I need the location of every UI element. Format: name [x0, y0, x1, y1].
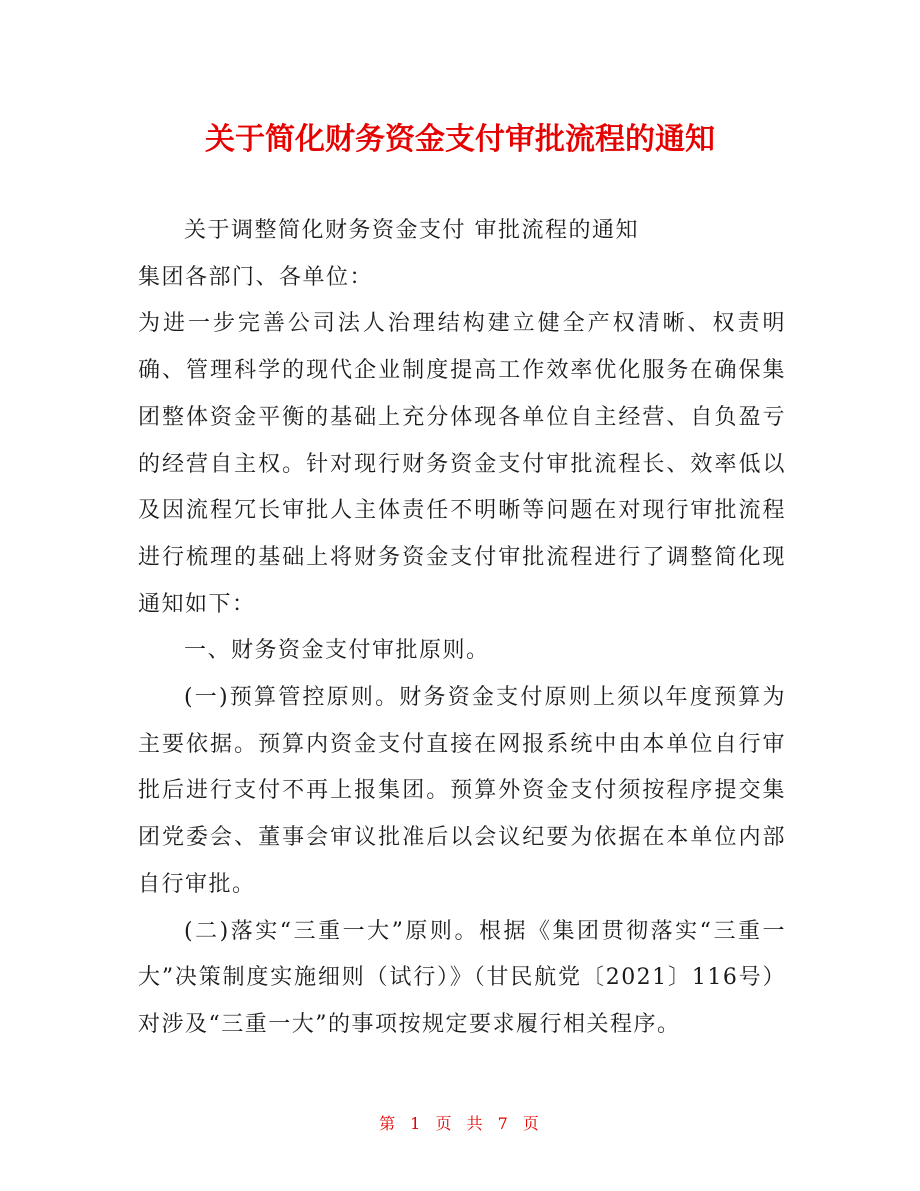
- page-footer: 第 1 页 共 7 页: [379, 1114, 541, 1133]
- salutation: 集团各部门、各单位：: [138, 264, 374, 290]
- intro-paragraph: 为进一步完善公司法人治理结构建立健全产权清晰、权责明确、管理科学的现代企业制度提高工作效率优化服务在确保集团整体资金平衡的基础上充分体现各单位自主经营、自负盈亏的经营自主权。针对现行财务资金支付审批流程长、效率低以及因流程冗长审批人主体责任不明晰等问题在对现行审批流程进行梳理的基础上将财务资金支付审批流程进行了调整简化现通知如下：: [138, 311, 786, 617]
- document-title: 关于简化财务资金支付审批流程的通知: [205, 122, 715, 157]
- clause-1: (一)预算管控原则。财务资金支付原则上须以年度预算为主要依据。预算内资金支付直接在网报系统中由本单位自行审批后进行支付不再上报集团。预算外资金支付须按程序提交集团党委会、董事会审议批准后以会议纪要为依据在本单位内部自行审批。: [138, 685, 786, 897]
- subject-line: 关于调整简化财务资金支付 审批流程的通知: [184, 218, 639, 243]
- document-body: [138, 208, 786, 1049]
- clause-2: (二)落实“三重一大”原则。根据《集团贯彻落实“三重一大”决策制度实施细则（试行）》（甘民航党〔2021〕116号）对涉及“三重一大”的事项按规定要求履行相关程序。: [138, 918, 786, 1037]
- section-heading-1: 一、财务资金支付审批原则。: [184, 638, 490, 664]
